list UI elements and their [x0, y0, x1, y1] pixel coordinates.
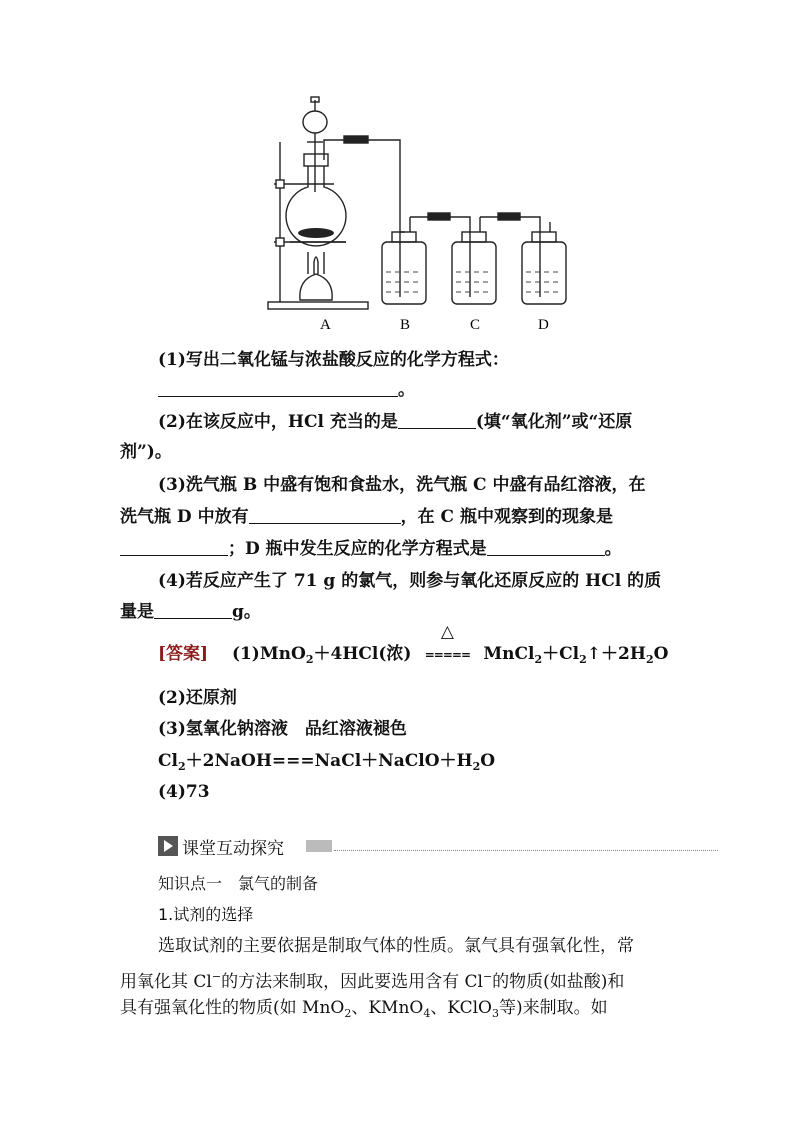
answer-blank[interactable]: [398, 410, 476, 429]
paragraph-line-2: 用氧化其 Cl−的方法来制取，因此要选用含有 Cl−的物质(如盐酸)和: [120, 970, 625, 992]
label-a: A: [320, 317, 331, 333]
answer-4: (4)73: [158, 782, 210, 802]
question-1: (1)写出二氧化锰与浓盐酸反应的化学方程式：: [158, 350, 509, 370]
apparatus-diagram: [260, 92, 570, 337]
section-header: [158, 834, 718, 858]
paragraph-line-1: 选取试剂的主要依据是制取气体的性质。氯气具有强氧化性，常: [158, 936, 634, 956]
answer-equation-1: [答案] (1)MnO$_2$＋4HCl(浓) △ ===== $MnCl_2+Cl_2↑+2H_2O$: [158, 622, 669, 666]
heat-symbol: △: [440, 622, 454, 642]
question-4-line-1: (4)若反应产生了 71 g 的氯气，则参与氧化还原反应的 HCl 的质: [158, 571, 662, 591]
label-c: C: [470, 317, 481, 333]
answer-3: (3)氢氧化钠溶液 品红溶液褪色: [158, 719, 407, 739]
section-title: 课堂互动探究: [182, 839, 284, 859]
label-b: B: [400, 317, 411, 333]
paragraph-line-3: 具有强氧化性的物质(如 MnO$_2$、KMnO$_4$、KClO$_3$等)来制取。如: [120, 998, 608, 1020]
alcohol-lamp: [300, 274, 332, 300]
label-d: D: [538, 317, 549, 333]
stand-base: [268, 302, 368, 309]
subheading-reagent-selection: 1.试剂的选择: [158, 905, 254, 924]
question-3-line-3: ；D 瓶中发生反应的化学方程式是 。: [120, 537, 622, 561]
play-icon: [158, 836, 178, 856]
answer-equation-2: $Cl_2+2NaOH===NaCl+NaClO+H_2O$: [158, 751, 496, 773]
section-divider: [334, 850, 718, 851]
question-2-line-2: 剂”)。: [120, 442, 172, 462]
answer-blank[interactable]: [249, 505, 401, 524]
answer-2: (2)还原剂: [158, 688, 237, 708]
bottle-c: [452, 242, 496, 304]
question-3-line-2: 洗气瓶 D 中放有 ，在 C 瓶中观察到的现象是: [120, 507, 613, 527]
answer-tag: [答案]: [158, 644, 209, 664]
bottle-d: [522, 242, 566, 304]
bottle-b: [382, 242, 426, 304]
answer-blank[interactable]: [158, 378, 398, 397]
separatory-funnel: [303, 111, 327, 133]
answer-blank[interactable]: [120, 537, 228, 556]
answer-blank[interactable]: [154, 600, 232, 619]
question-4-line-2: 量是 g。: [120, 602, 261, 622]
reaction-arrow: △ =====: [417, 642, 477, 667]
question-1-blank-line: 。: [158, 378, 415, 402]
question-2-line-1: (2)在该反应中，HCl 充当的是 (填“氧化剂”或“还原: [158, 412, 633, 432]
section-decor: [306, 840, 332, 852]
question-3-line-1: (3)洗气瓶 B 中盛有饱和食盐水，洗气瓶 C 中盛有品红溶液，在: [158, 475, 646, 495]
answer-blank[interactable]: [487, 537, 605, 556]
knowledge-point-title: 知识点一 氯气的制备: [158, 874, 319, 893]
